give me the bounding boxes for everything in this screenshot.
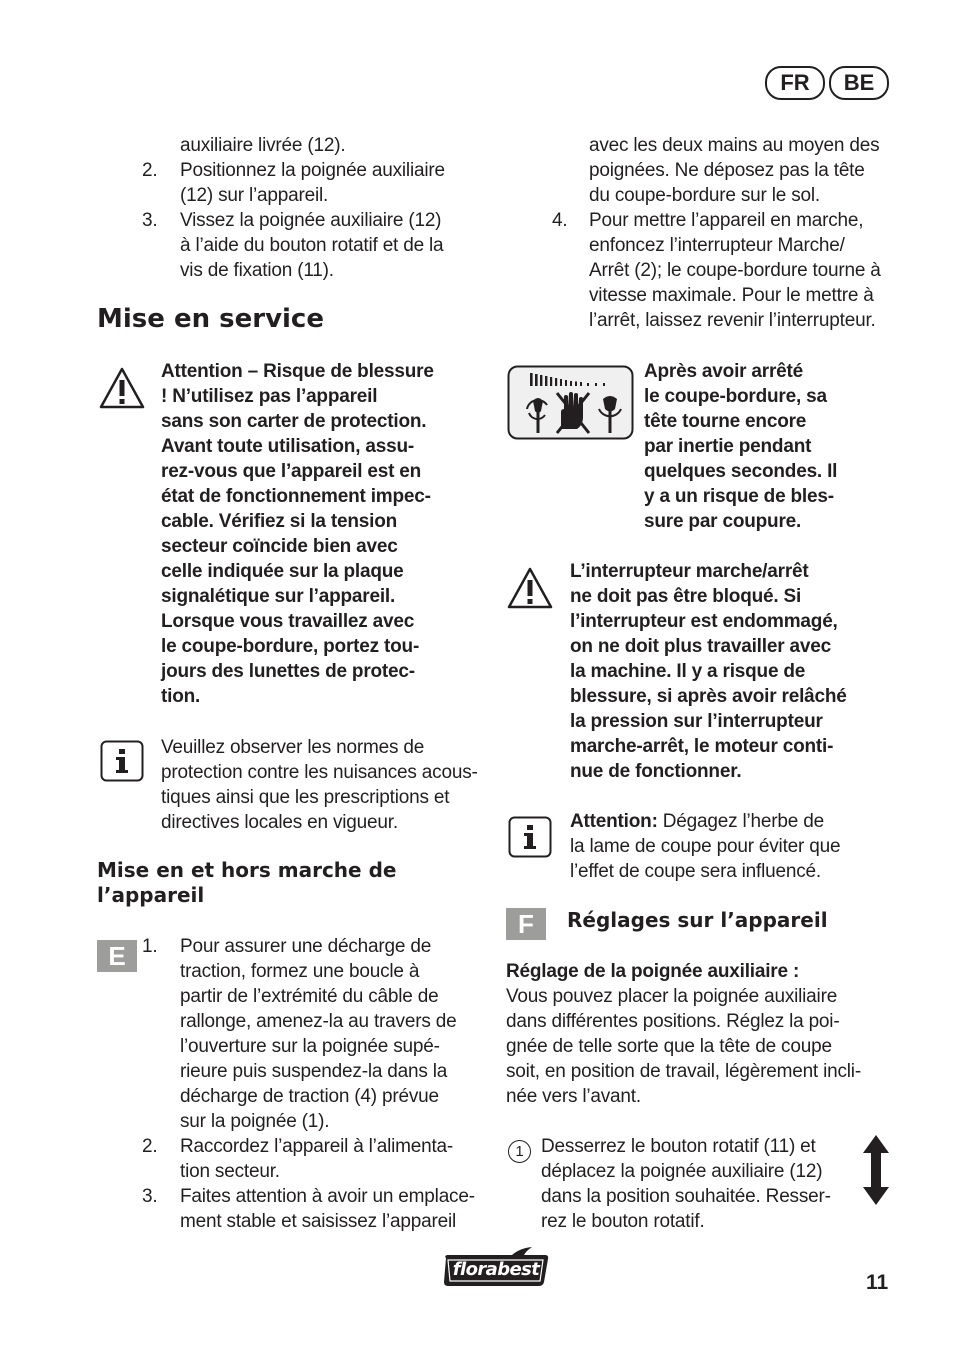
language-badge-fr: FR — [765, 66, 825, 100]
hazard-text: Après avoir arrêté le coupe-bordure, sa tête tourne encore par inertie pendant quelques secondes. Il y a un risque de bles- sure par coupure. — [644, 361, 838, 532]
list-item-step-4: 4. Pour mettre l’appareil en marche, enfoncez l’interrupteur Marche/ Arrêt (2); le coupe-bordure tourne à vitesse maximale. Pour le mettre à l’arrêt, laissez revenir l’interrupteur. — [552, 210, 881, 331]
step-continuation: auxiliaire livrée (12). — [180, 135, 346, 156]
florabest-logo — [440, 1246, 552, 1288]
list-item-step-3b: 3. Faites attention à avoir un emplace- ment stable et saisissez l’appareil — [142, 1186, 475, 1232]
section-title-f: Réglages sur l’appareil — [567, 908, 828, 932]
step-number: 2. — [142, 160, 158, 181]
list-item-step-2: 2. Positionnez la poignée auxiliaire (12) sur l’appareil. — [142, 160, 445, 206]
warning-icon — [507, 566, 553, 610]
brand-text: florabest — [452, 1259, 540, 1280]
rotating-blade-hazard-icon — [507, 365, 634, 440]
info-text-attention: Attention: Dégagez l’herbe de la lame de coupe pour éviter que l’effet de coupe sera influencé. — [570, 811, 841, 882]
language-badge-be: BE — [829, 66, 889, 100]
section-title: Mise en service — [97, 304, 324, 334]
warning-icon — [99, 366, 145, 410]
attention-label: Attention: — [570, 811, 658, 832]
warning-text-switch: L’interrupteur marche/arrêt ne doit pas être bloqué. Si l’interrupteur est endommagé, on ne doit plus travailler avec la machine. Il y a risque de blessure, si après avoir relâché la pression sur l’interrupteur marche-arrêt, le moteur conti- nue de fonctionner. — [570, 561, 847, 782]
up-down-arrow-icon — [862, 1135, 890, 1205]
adjust-block: Réglage de la poignée auxiliaire : Vous pouvez placer la poignée auxiliaire dans différentes positions. Réglez la poi- gnée de telle sorte que la tête de coupe soit, en position de travail, légèrement incli- née vers l’avant. — [506, 959, 896, 1109]
final-step-text: Desserrez le bouton rotatif (11) et déplacez la poignée auxiliaire (12) dans la position souhaitée. Resser- rez le bouton rotatif. — [541, 1136, 831, 1232]
list-item-step-3: 3. Vissez la poignée auxiliaire (12) à l’aide du bouton rotatif et de la vis de fixation (11). — [142, 210, 444, 281]
step-number: 3. — [142, 1186, 158, 1207]
adjust-title: Réglage de la poignée auxiliaire : — [506, 961, 800, 982]
step-marker-circle: 1 — [508, 1140, 531, 1163]
list-item-step-1: 1. Pour assurer une décharge de traction, formez une boucle à partir de l’extrémité du câble de rallonge, amenez-la au travers de l’ouverture sur la poignée supé- rieure puis suspendez-la dans la décharge de traction (4) prévue sur la poignée (1). — [142, 936, 457, 1132]
list-item-step-2b: 2. Raccordez l’appareil à l’alimenta- tion secteur. — [142, 1136, 454, 1182]
section-marker-f: F — [506, 908, 546, 940]
info-text: Veuillez observer les normes de protection contre les nuisances acous- tiques ainsi que les prescriptions et directives locales en vigueur. — [161, 737, 478, 833]
subsection-title: Mise en et hors marche de l’appareil — [97, 858, 397, 907]
section-marker-e: E — [97, 940, 137, 972]
step-continuation-right: avec les deux mains au moyen des poignées. Ne déposez pas la tête du coupe-bordure sur le sol. — [589, 135, 880, 206]
warning-text: Attention – Risque de blessure ! N’utilisez pas l’appareil sans son carter de protection. Avant toute utilisation, assu- rez-vous que l’appareil est en état de fonctionnement impec- cable. Vérifiez si la tension secteur coïncide bien avec celle indiquée sur la plaque signalétique sur l’appareil. Lorsque vous travaillez avec le coupe-bordure, portez tou- jours des lunettes de protec- tion. — [161, 361, 434, 707]
step-number: 2. — [142, 1136, 158, 1157]
step-number: 4. — [552, 210, 568, 231]
info-icon — [508, 816, 552, 858]
page-number: 11 — [866, 1271, 889, 1294]
info-icon — [100, 740, 144, 782]
step-number: 3. — [142, 210, 158, 231]
step-number: 1. — [142, 936, 158, 957]
